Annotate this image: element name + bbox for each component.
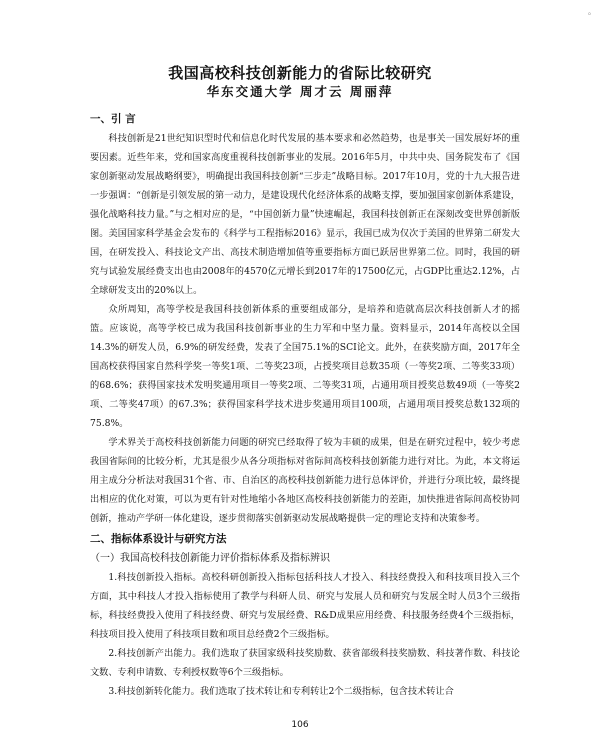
paragraph: 众所周知，高等学校是我国科技创新体系的重要组成部分，是培养和造就高层次科技创新人才的摇篮。应该说，高等学校已成为我国科技创新事业的生力军和中坚力量。资料显示，2014年高校以全国14.3%的研发人员，6.9%的研发经费，发表了全国75.1%的SCI论文。此外，在获奖励方面，2017年全国高校获得国家自然科学奖一等奖1项、二等奖23项，占授奖项目总数35项（一等奖2项、二等奖33项）的68.6%；获得国家技术发明奖通用项目一等奖2项、二等奖31项，占通用项目授奖总数49项（一等奖2项、二等奖47项）的67.3%；获得国家科学技术进步奖通用项目100项，占通用项目授奖总数132项的75.8%。 (90, 304, 520, 429)
page-number: 106 (291, 720, 309, 730)
paper-body (90, 108, 520, 701)
paragraph: 1.科技创新投入指标。高校科研创新投入指标包括科技人才投入、科技经费投入和科技项目投入三个方面，其中科技人才投入指标使用了教学与科研人员、研究与发展人员和研究与发展全时人员3个三级指标，科技经费投入使用了科技经费、研究与发展经费、R&D成果应用经费、科技服务经费4个三级指标，科技项目投入使用了科技项目数和项目总经费2个三级指标。 (90, 572, 520, 640)
paragraph: 科技创新是21世纪知识型时代和信息化时代发展的基本要求和必然趋势，也是事关一国发展好坏的重要因素。近些年来，党和国家高度重视科技创新事业的发展。2016年5月，中共中央、国务院发布了《国家创新驱动发展战略纲要》，明确提出我国科技创新“三步走”战略目标。2017年10月，党的十九大报告进一步强调：“创新是引领发展的第一动力，是建设现代化经济体系的战略支撑，要加强国家创新体系建设，强化战略科技力量。”与之相对应的是，“中国创新力量”快速崛起，我国科技创新正在深刻改变世界创新版图。美国国家科学基金会发布的《科学与工程指标2016》显示，我国已成为仅次于美国的世界第二研发大国，在研发投入、科技论文产出、高技术制造增加值等重要指标方面已跃居世界第二位。同时，我国的研究与试验发展经费支出也由2008年的4570亿元增长到2017年的17500亿元，占GDP比重达2.12%，占全球研发支出的20%以上。 (90, 133, 520, 296)
section-heading-introduction: 一、引 言 (90, 113, 136, 125)
paragraph: 3.科技创新转化能力。我们选取了技术转让和专利转让2个二级指标，包含技术转让合 (108, 686, 454, 697)
paper-title: 我国高校科技创新能力的省际比较研究 (168, 64, 432, 82)
section-heading-methods: 二、指标体系设计与研究方法 (90, 533, 227, 545)
subsection-heading: （一）我国高校科技创新能力评价指标体系及指标辨识 (90, 553, 330, 564)
paragraph: 2.科技创新产出能力。我们选取了获国家级科技奖励数、获省部级科技奖励数、科技著作数、科技论文数、专利申请数、专利授权数等6个三级指标。 (90, 648, 520, 678)
paper-authors: 华东交通大学 周才云 周丽萍 (206, 84, 394, 99)
corner-mark: 。 (588, 7, 596, 16)
paragraph: 学术界关于高校科技创新能力问题的研究已经取得了较为丰硕的成果，但是在研究过程中，较少考虑我国省际间的比较分析，尤其是很少从各分项指标对省际间高校科技创新能力进行对比。为此，本文将运用主成分分析法对我国31个省、市、自治区的高校科技创新能力进行总体评价，并进行分项比较，最终提出相应的优化对策，可以为更有针对性地缩小各地区高校科技创新能力的差距，加快推进省际间高校协同创新，推动产学研一体化建设，逐步贯彻落实创新驱动发展战略提供一定的理论支持和决策参考。 (90, 437, 520, 524)
